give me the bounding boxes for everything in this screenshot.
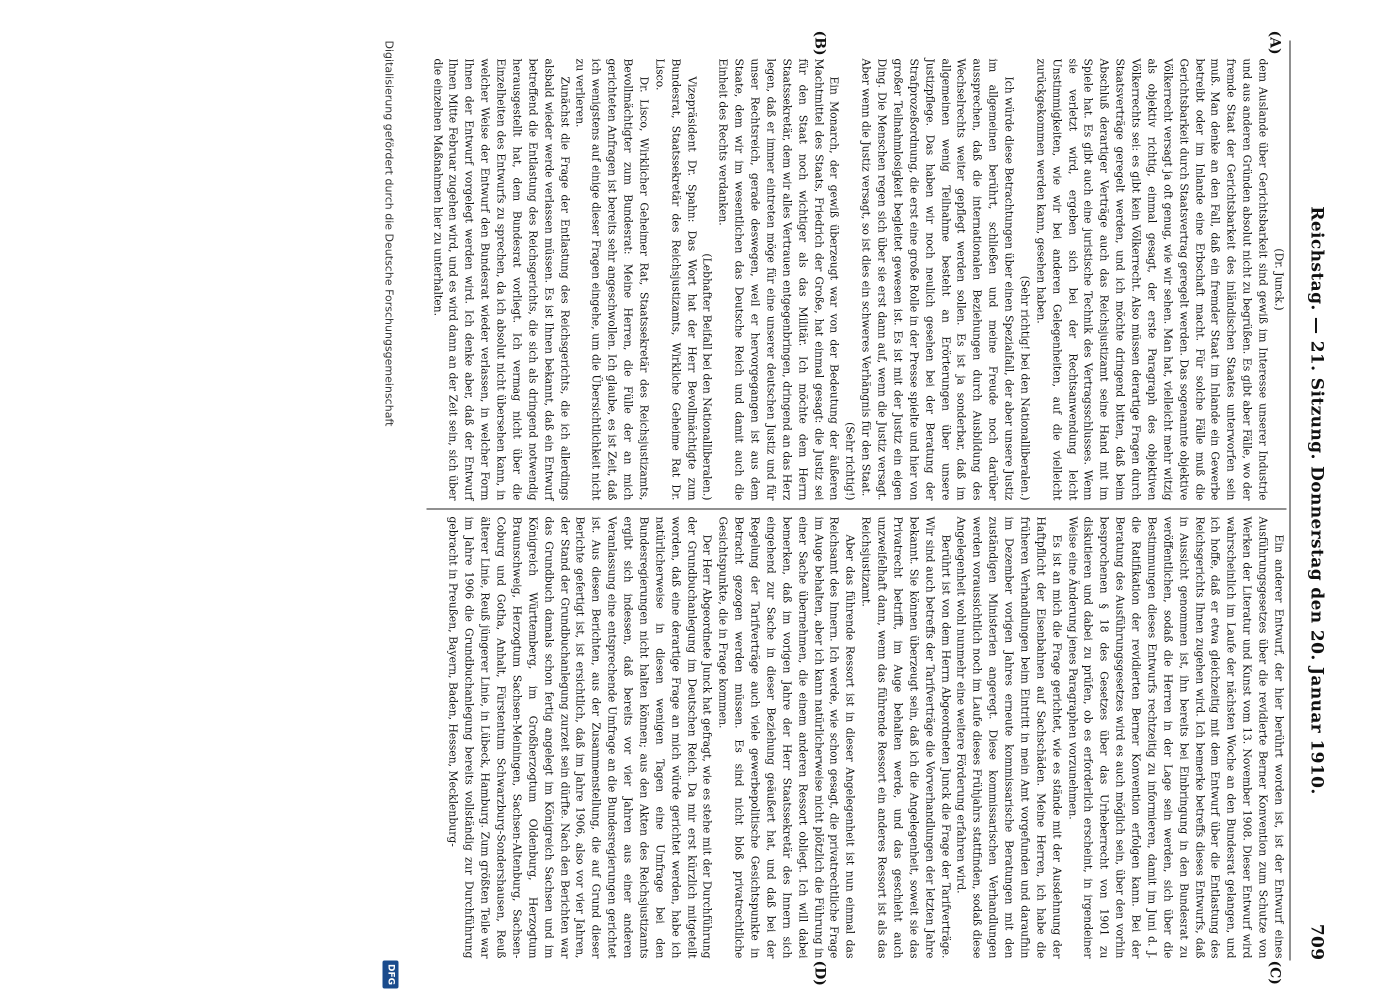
paragraph: Vizepräsident Dr. Spahn: Das Wort hat der Herr Bevollmächtigte zum Bundesrat, Staatssekretär des Reichsjustizamts, Wirkliche Geheime Rat Dr. Lisco. <box>653 58 699 501</box>
paragraph: Ein anderer Entwurf, der hier berührt worden ist, ist der Entwurf eines Ausführungsgesetzes über die revidierte Berner Konvention zum Schutze von Werken der Literatur und Kunst vom 13. November 1908. Dieser Entwurf wird wahrscheinlich im Laufe der nächsten Woche an den Bundesrat gelangen, und ich hoffe, daß er etwa gleichzeitig mit dem Entwurf über die Entlastung des Reichsgerichts Ihnen zugehen wird. Ich bemerke betreffs dieses Entwurfs, daß in Aussicht genommen ist, ihn bereits bei Einbringung in den Bundesrat zu veröffentlichen, sodaß die Herren in der Lage sein werden, sich über die Bestimmungen dieses Entwurfs rechtzeitig zu informieren, damit im Juni d. J. die Ratifikation der revidierten Berner Konvention erfolgen kann. Bei der Beratung des Ausführungsgesetzes wird es auch möglich sein, über den vorhin besprochenen § 18 des Gesetzes über das Urheberrecht von 1901 zu diskutieren und dabei zu prüfen, ob es erforderlich erscheint, in irgendeiner Weise eine Änderung jenes Paragraphen vorzunehmen. <box>1066 516 1286 959</box>
page-number: 709 <box>1306 923 1327 961</box>
running-title: Reichstag. — 21. Sitzung. Donnerstag den 20. Januar 1910. <box>1306 206 1327 795</box>
paragraph: Es ist an mich die Frage gerichtet, wie es stände mit der Ausdehnung der Haftpflicht der Eisenbahnen auf Sachschäden. Meine Herren, ich habe die früheren Verhandlungen beim Eintritt in mein Amt vorgefunden und daraufhin im Dezember vorigen Jahres erneute kommissarische Beratungen mit den zuständigen Ministerien angeregt. Diese kommissarischen Verhandlungen werden voraussichtlich noch im Laufe dieses Frühjahrs stattfinden, sodaß diese Angelegenheit wohl nunmehr eine weitere Förderung erfahren wird. <box>955 516 1064 959</box>
header-rule <box>1290 41 1291 961</box>
right-column <box>445 517 1286 959</box>
rotated-newspaper-page <box>0 1 1383 1001</box>
page-header <box>1293 41 1327 961</box>
speaker-reference: (Dr. Junck.) <box>1272 248 1286 311</box>
column-divider <box>427 509 1287 510</box>
paragraph: Ein Monarch, der gewiß überzeugt war von der Bedeutung der äußeren Machtmittel des Staats, Friedrich der Große, hat einmal gesagt: die Justiz sei für den Staat noch wichtiger als das Militär. Ich möchte dem Herrn Staatssekretär, dem wir alles Vertrauen entgegenbringen, dringend an das Herz legen, daß er immer eintreten möge für eine unserer deutschen Justiz und für unser Rechtsreich, gerade deswegen, weil er hervorgegangen ist aus dem Staate, dem wir im wesentlichen das Deutsche Reich und damit auch die Einheit des Rechts verdanken. <box>716 58 841 501</box>
margin-mark-a: (A) <box>1266 30 1283 55</box>
margin-mark-c: (C) <box>1266 960 1283 985</box>
digitization-note: Digitalisierung gefördert durch die Deutsche Forschungsgemeinschaft <box>382 40 396 427</box>
paragraph: Aber das führende Ressort ist in dieser Angelegenheit ist nun einmal das Reichsamt des Innern. Ich werde, wie schon gesagt, die privatrechtliche Frage im Auge behalten, aber ich kann natürlicherweise nicht plötzlich die Führung in einer Sache übernehmen, die einem anderen Ressort obliegt. Ich will dabei bemerken, daß im vorigen Jahre der Herr Staatssekretär des Innern sich eingehend zur Sache in dieser Beziehung geäußert hat, und daß bei der Regelung der Tarifverträge auch viele gewerbepolitische Gesichtspunkte in Betracht gezogen werden müssen. Es sind nicht bloß privatrechtliche Gesichtspunkte, die in Frage kommen. <box>716 516 857 959</box>
margin-mark-d: (D) <box>811 960 828 986</box>
paragraph: Berührt ist von dem Herrn Abgeordneten Junck die Frage der Tarifverträge. Wir sind auch betreffs der Tarifverträge die Vorverhandlungen der letzten Jahre bekannt. Sie können überzeugt sein, daß ich die Angelegenheit, soweit sie das Privatrecht betrifft, im Auge behalten werde, und das geschieht auch unzweifelhaft dann, wenn das führende Ressort ein anderes Ressort ist als das Reichsjustizamt. <box>859 516 953 959</box>
paragraph: dem Auslande über Gerichtsbarkeit sind gewiß im Interesse unserer Industrie und aus anderen Gründen absolut nicht zu begrüßen. Es gibt aber Fälle, wo der fremde Staat der Gerichtsbarkeit des inländischen Staates unterworfen sein muß. Man denke an den Fall, daß ein fremder Staat im Inlande ein Gewerbe betreibt oder im Inlande eine Erbschaft macht. Für solche Fälle muß die Gerichtsbarkeit durch Staatsvertrag geregelt werden. Das sogenannte objektive Völkerrecht versagt ja oft genug, wie wir sehen. Man hat, vielleicht mehr witzig als objektiv richtig, einmal gesagt, der erste Paragraph des objektiven Völkerrechts sei: es gibt kein Völkerrecht. Also müssen derartige Fragen durch Staatsverträge geregelt werden, und ich möchte dringend bitten, daß beim Abschluß derartiger Verträge auch das Reichsjustizamt seine Hand mit im Spiele hat. Es gibt auch eine juristische Technik des Vertragsschlusses. Wenn sie verletzt wird, ergeben sich bei der Rechtsanwendung leicht Unstimmigkeiten, wie wir bei anderen Gelegenheiten, auf die vielleicht zurückgekommen werden kann, gesehen haben. <box>1034 58 1270 501</box>
interjection: (Lebhafter Beifall bei den Nationalliberalen.) <box>701 253 714 501</box>
left-column <box>429 59 1286 501</box>
margin-mark-b: (B) <box>811 30 828 56</box>
paragraph: Der Herr Abgeordnete Junck hat gefragt, wie es stehe mit der Durchführung der Grundbuchanlegung im Deutschen Reich. Da mir erst kürzlich mitgeteilt worden, daß eine derartige Frage an mich würde gerichtet werden, habe ich natürlicherweise in diesen wenigen Tagen eine Umfrage bei den Bundesregierungen nicht halten können; aus den Akten des Reichsjustizamts ergibt sich indessen, daß bereits vor vier Jahren aus einer anderen Veranlassung eine entsprechende Umfrage an die Bundesregierungen gerichtet ist. Aus diesen Berichten, aus der Zusammenstellung, die auf Grund dieser Berichte gefertigt ist, ist ersichtlich, daß im Jahre 1906, also vor vier Jahren, der Stand der Grundbuchanlegung zurzeit sein dürfte. Nach den Berichten war das Grundbuch damals schon fertig angelegt im Königreich Sachsen und im Königreich Württemberg, im Großherzogtum Oldenburg, Herzogtum Braunschweig, Herzogtum Sachsen-Meiningen, Sachsen-Altenburg, Sachsen-Coburg und Gotha, Anhalt, Fürstentum Schwarzburg-Sondershausen, Reuß älterer Linie, Reuß jüngerer Linie, in Lübeck, Hamburg. Zum größten Teile war im Jahre 1906 die Grundbuchanlegung bereits vollständig zur Durchführung gebracht in Preußen, Bayern, Baden, Hessen, Mecklenburg- <box>447 516 714 959</box>
paragraph: Zunächst die Frage der Entlastung des Reichsgerichts, die ich allerdings alsbald wieder werde verlassen müssen. Es ist Ihnen bekannt, daß ein Entwurf betreffend die Entlastung des Reichsgerichts, die sich als dringend notwendig herausgestellt hat, dem Bundesrat vorliegt. Ich vermag nicht über die Einzelheiten des Entwurfs zu sprechen, da ich absolut nicht übersehen kann, in welcher Weise der Entwurf den Bundesrat wieder verlassen, in welcher Form Ihnen der Entwurf vorgelegt werden wird. Ich denke aber, daß der Entwurf Ihnen Mitte Februar zugehen wird, und es wird dann an der Zeit sein, sich über die einzelnen Maßnahmen hier zu unterhalten. <box>431 58 572 501</box>
paragraph: Dr. Lisco, Wirklicher Geheimer Rat, Staatssekretär des Reichsjustizamts, Bevollmächtigter zum Bundesrat: Meine Herren, die Fülle der an mich gerichteten Anfragen ist bereits sehr angeschwollen. Ich glaube, es ist Zeit, daß ich wenigstens auf einige dieser Fragen eingehe, um die Übersichtlichkeit nicht zu verlieren. <box>574 58 651 501</box>
interjection: (Sehr richtig! bei den Nationalliberalen.) <box>1018 275 1032 501</box>
paragraph: Ich würde diese Betrachtungen über einen Spezialfall, der aber unsere Justiz im allgemeinen berührt, schließen und meine Freude noch darüber aussprechen, daß die internationalen Beziehungen durch Ausbildung des Wechselrechts weiter gepflegt werden sollen. Es ist ja sonderbar, daß im allgemeinen wenig Teilnahme besteht an Erörterungen über unsere Justizpflege. Das haben wir noch neulich gesehen bei der Beratung der Strafprozeßordnung, die erst eine große Rolle in der Presse spielte und hier von großer Teilnahmlosigkeit begleitet gewesen ist. Es ist mit der Justiz ein eigen Ding. Die Menschen regen sich über sie erst dann auf, wenn die Justiz versagt. Aber wenn die Justiz versagt, so ist dies ein schweres Verhängnis für den Staat. <box>859 58 1016 501</box>
dfg-logo: DFG <box>383 961 399 989</box>
interjection: (Sehr richtig!) <box>843 422 857 501</box>
